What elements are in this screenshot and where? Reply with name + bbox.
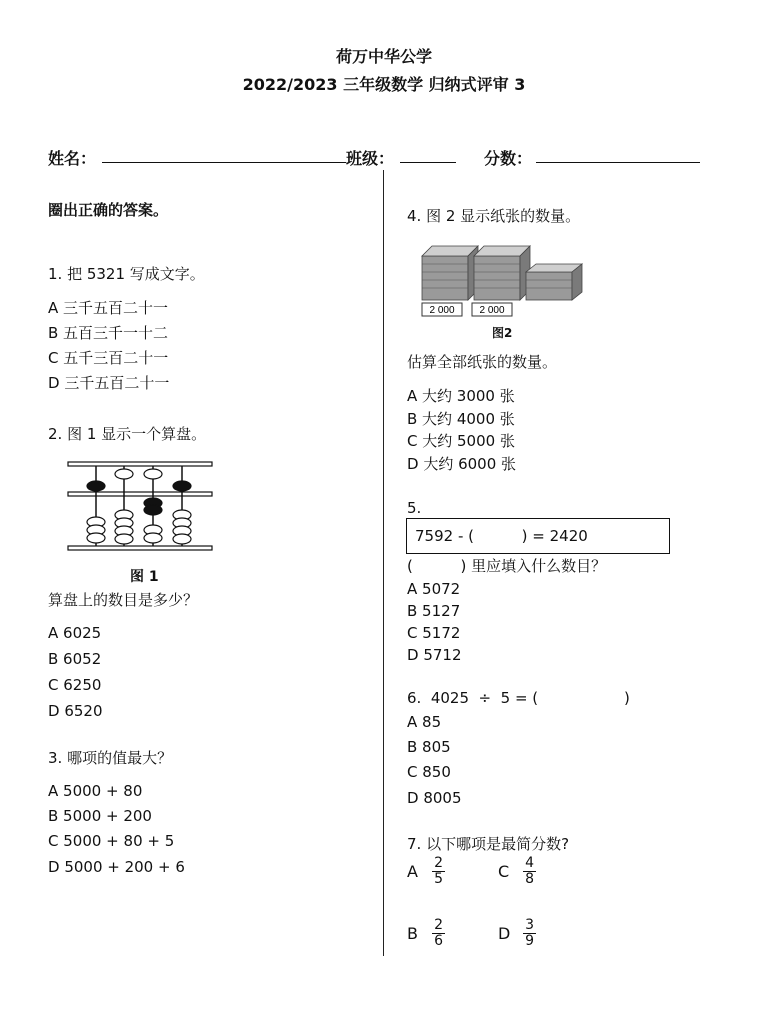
q4-option-d[interactable]: D 大约 6000 张: [407, 455, 517, 473]
numerator: 4: [525, 855, 535, 871]
q6-prompt: 6. 4025 ÷ 5 = ( ): [407, 689, 630, 707]
numerator: 3: [525, 917, 535, 933]
q7-option-c[interactable]: [498, 856, 536, 887]
q4-option-b[interactable]: B 大约 4000 张: [407, 410, 515, 428]
q2-option-a[interactable]: A 6025: [48, 624, 102, 642]
q7-option-c-letter: C: [498, 862, 510, 881]
page-title: 2022/2023 三年级数学 归纳式评审 3: [242, 75, 526, 94]
q7-option-d-fraction: [523, 918, 536, 949]
q1-option-d[interactable]: D 三千五百二十一: [48, 374, 170, 392]
q7-option-b-letter: B: [407, 924, 418, 943]
column-divider: [383, 170, 384, 956]
q7-option-d[interactable]: [498, 918, 536, 949]
q6-option-c[interactable]: C 850: [407, 763, 451, 781]
q3-option-c[interactable]: C 5000 + 80 + 5: [48, 832, 175, 850]
q5-equation: 7592 - ( ) = 2420: [415, 527, 588, 545]
q6-option-a[interactable]: A 85: [407, 713, 442, 731]
stack-label-2: 2 000: [479, 305, 505, 316]
q4-option-c[interactable]: C 大约 5000 张: [407, 432, 515, 450]
numerator: 2: [434, 917, 444, 933]
q2-question: 算盘上的数目是多少？: [48, 591, 199, 609]
q3-option-d[interactable]: D 5000 + 200 + 6: [48, 858, 185, 876]
q5-option-d[interactable]: D 5712: [407, 646, 462, 664]
q7-option-b[interactable]: [407, 918, 445, 949]
q1-option-b[interactable]: B 五百三千一十二: [48, 324, 169, 342]
q7-option-c-fraction: [523, 856, 536, 887]
q2-option-d[interactable]: D 6520: [48, 702, 103, 720]
q7-prompt: 7. 以下哪项是最简分数?: [407, 835, 570, 853]
abacus-figure: [66, 456, 216, 560]
figure-2-caption: 图2: [492, 326, 513, 340]
paper-stacks-figure: [418, 240, 588, 318]
instruction: 圈出正确的答案。: [48, 201, 169, 219]
class-label: 班级：: [346, 149, 395, 168]
q4-option-a[interactable]: A 大约 3000 张: [407, 387, 515, 405]
q4-prompt: 4. 图 2 显示纸张的数量。: [407, 207, 581, 225]
denominator: 8: [525, 871, 535, 887]
denominator: 5: [434, 871, 444, 887]
q3-prompt: 3. 哪项的值最大？: [48, 749, 173, 767]
q5-equation-box: [406, 518, 670, 554]
q5-option-a[interactable]: A 5072: [407, 580, 461, 598]
q6-option-b[interactable]: B 805: [407, 738, 451, 756]
q5-question: ( ) 里应填入什么数目？: [407, 557, 607, 575]
q7-option-a-fraction: [432, 856, 445, 887]
q1-option-c[interactable]: C 五千三百二十一: [48, 349, 169, 367]
score-label: 分数：: [484, 149, 533, 168]
q4-question: 估算全部纸张的数量。: [407, 353, 558, 371]
q3-option-b[interactable]: B 5000 + 200: [48, 807, 152, 825]
name-blank[interactable]: [102, 162, 346, 163]
q7-option-a[interactable]: [407, 856, 445, 887]
school-name: 荷万中华公学: [335, 47, 432, 66]
figure-1-caption: 图 1: [130, 569, 159, 585]
q2-option-c[interactable]: C 6250: [48, 676, 102, 694]
denominator: 6: [434, 933, 444, 949]
q5-option-b[interactable]: B 5127: [407, 602, 461, 620]
q3-option-a[interactable]: A 5000 + 80: [48, 782, 143, 800]
q7-option-d-letter: D: [498, 924, 511, 943]
q6-option-d[interactable]: D 8005: [407, 789, 462, 807]
q1-prompt: 1. 把 5321 写成文字。: [48, 265, 205, 283]
q2-option-b[interactable]: B 6052: [48, 650, 102, 668]
score-blank[interactable]: [536, 162, 700, 163]
name-label: 姓名：: [48, 149, 97, 168]
q1-option-a[interactable]: A 三千五百二十一: [48, 299, 169, 317]
q5-option-c[interactable]: C 5172: [407, 624, 461, 642]
q2-prompt: 2. 图 1 显示一个算盘。: [48, 425, 207, 443]
q7-option-b-fraction: [432, 918, 445, 949]
stack-label-1: 2 000: [429, 305, 455, 316]
q7-option-a-letter: A: [407, 862, 418, 881]
numerator: 2: [434, 855, 444, 871]
q5-number: 5.: [407, 499, 422, 517]
class-blank[interactable]: [400, 162, 456, 163]
denominator: 9: [525, 933, 535, 949]
